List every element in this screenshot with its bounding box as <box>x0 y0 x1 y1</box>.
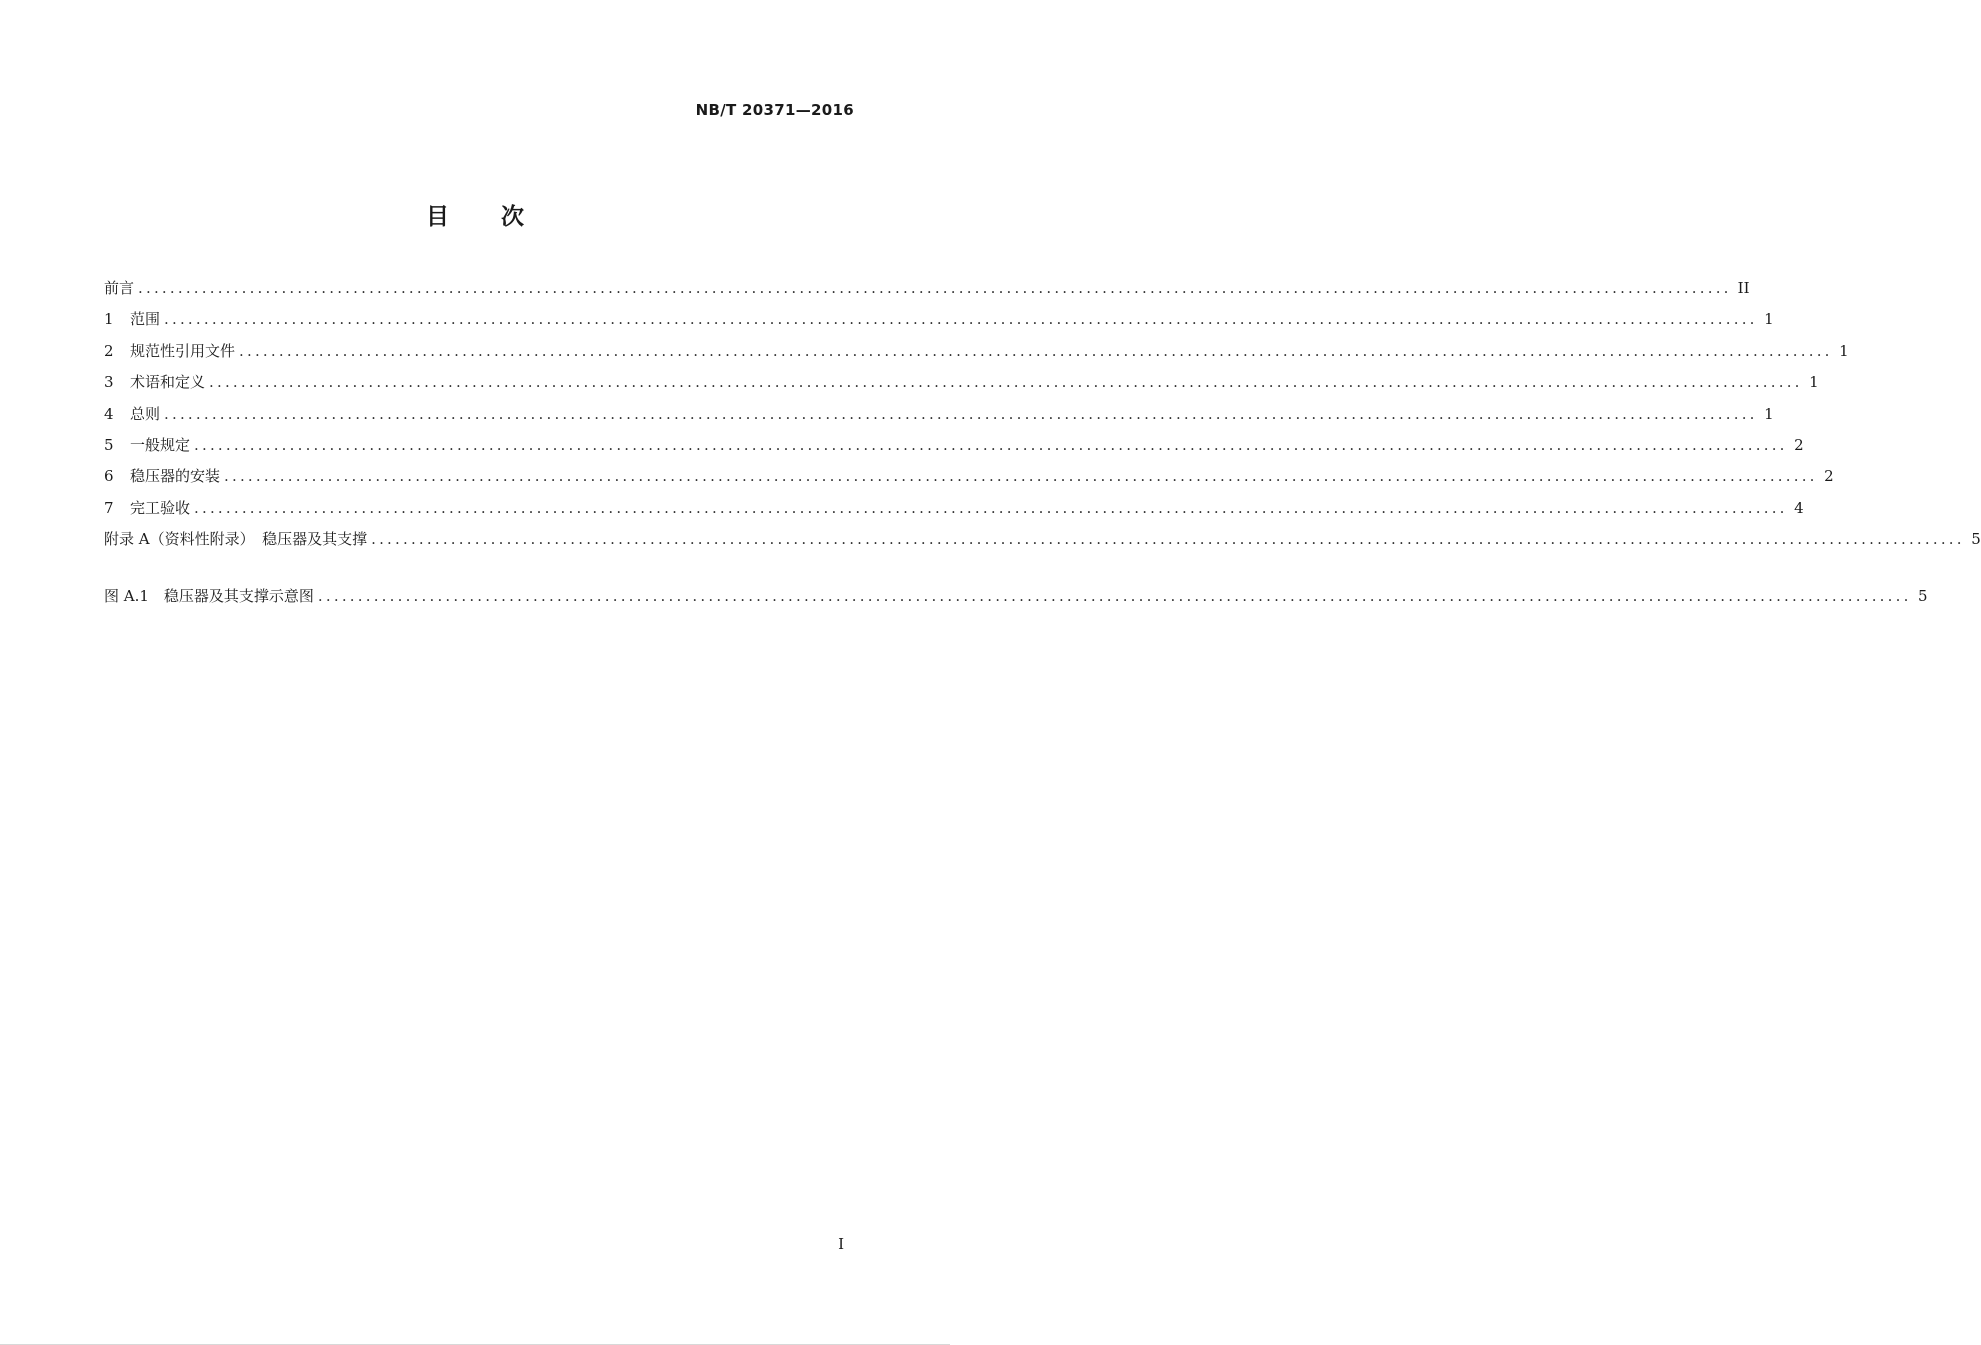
toc-leader-dots: ........................................................................................................................................................................................................ <box>209 373 1803 392</box>
toc-entry-normative-references[interactable] <box>104 339 1849 370</box>
toc-entry-page: II <box>1737 279 1750 297</box>
toc-entry-number: 6 <box>104 467 114 486</box>
toc-entry-label: 稳压器的安装 <box>130 467 221 486</box>
toc-entry-figure-a1[interactable] <box>104 584 1928 615</box>
toc-leader-dots: ........................................................................................................................................................................................................ <box>224 467 1818 486</box>
toc-entry-general-provisions[interactable] <box>104 433 1804 464</box>
toc-leader-dots: ........................................................................................................................................................................................................ <box>164 404 1758 423</box>
page-title: 目 次 <box>425 204 546 230</box>
page-number: I <box>838 1235 844 1253</box>
toc-entry-page: 1 <box>1809 373 1819 392</box>
toc-entry-page: 1 <box>1764 310 1774 329</box>
toc-entry-completion-acceptance[interactable] <box>104 496 1804 527</box>
toc-entry-label: 总则 <box>130 404 161 423</box>
table-of-contents <box>104 276 1981 615</box>
toc-entry-label: 一般规定 <box>130 435 191 454</box>
toc-entry-page: 5 <box>1918 586 1928 605</box>
toc-entry-general-principles[interactable] <box>104 402 1774 433</box>
toc-leader-dots: ........................................................................................................................................................................................................ <box>138 279 1732 297</box>
toc-entry-pressurizer-installation[interactable] <box>104 464 1834 495</box>
toc-leader-dots: ........................................................................................................................................................................................................ <box>164 310 1758 329</box>
toc-entry-terms-definitions[interactable] <box>104 370 1819 401</box>
toc-entry-page: 5 <box>1971 530 1981 549</box>
toc-leader-dots: ........................................................................................................................................................................................................ <box>317 586 1912 605</box>
toc-entry-page: 1 <box>1764 404 1774 423</box>
toc-entry-label: 完工验收 <box>130 498 191 517</box>
toc-entry-label: 术语和定义 <box>130 373 206 392</box>
toc-entry-number: 7 <box>104 498 114 517</box>
toc-entry-number: 4 <box>104 404 114 423</box>
toc-entry-annex-a[interactable] <box>104 527 1981 558</box>
toc-entry-label: 图 A.1 稳压器及其支撑示意图 <box>104 586 314 605</box>
toc-entry-number: 5 <box>104 435 114 454</box>
standard-number: NB/T 20371—2016 <box>695 101 854 119</box>
toc-leader-dots: ........................................................................................................................................................................................................ <box>194 435 1788 454</box>
toc-entry-scope[interactable] <box>104 307 1774 338</box>
toc-entry-label: 规范性引用文件 <box>130 341 236 360</box>
toc-entry-page: 2 <box>1794 435 1804 454</box>
toc-entry-number: 1 <box>104 310 114 329</box>
toc-entry-label: 范围 <box>130 310 161 329</box>
section-spacer <box>104 559 846 584</box>
toc-leader-dots: ........................................................................................................................................................................................................ <box>239 341 1833 360</box>
toc-entry-number: 2 <box>104 341 114 360</box>
toc-entry-foreword[interactable] <box>104 276 1750 307</box>
toc-entry-label: 附录 A（资料性附录） 稳压器及其支撑 <box>104 530 368 549</box>
toc-leader-dots: ........................................................................................................................................................................................................ <box>194 498 1788 517</box>
toc-entry-page: 2 <box>1824 467 1834 486</box>
toc-entry-page: 4 <box>1794 498 1804 517</box>
toc-entry-page: 1 <box>1839 341 1849 360</box>
toc-leader-dots: ........................................................................................................................................................................................................ <box>371 530 1965 549</box>
toc-entry-label: 前言 <box>104 279 135 297</box>
toc-entry-number: 3 <box>104 373 114 392</box>
